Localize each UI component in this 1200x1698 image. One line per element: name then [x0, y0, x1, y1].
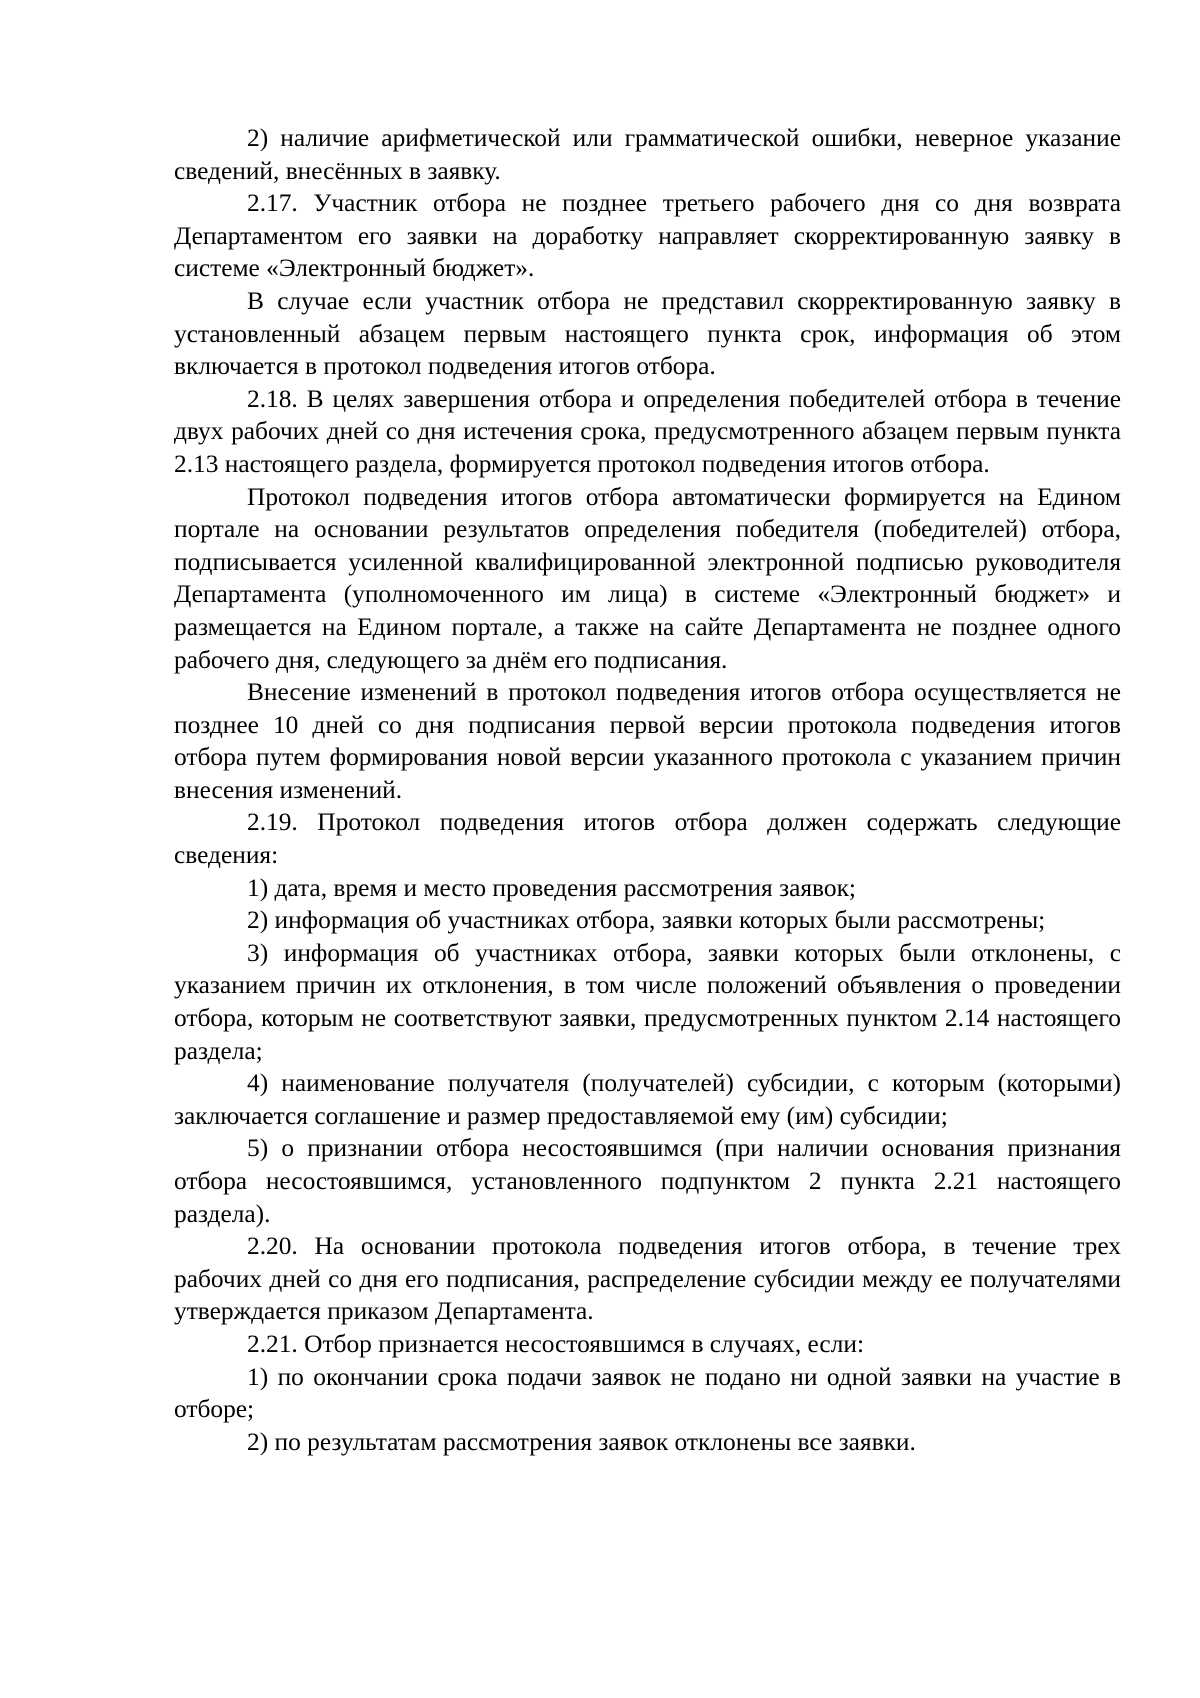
document-page — [174, 122, 1121, 1458]
paragraph-protocol-changes: Внесение изменений в протокол подведения итогов отбора осуществляется не позднее 10 дней со дня подписания первой версии протокола подведения итогов отбора путем формирования новой версии указанного протокола с указанием причин внесения изменений. — [174, 678, 1121, 804]
list-item-1-date: 1) дата, время и место проведения рассмотрения заявок; — [247, 873, 856, 902]
paragraph-protocol-formation: Протокол подведения итогов отбора автоматически формируется на Едином портале на основании результатов определения победителя (победителей) отбора, подписывается усиленной квалифицированной электронной подписью руководителя Департамента (уполномоченного им лица) в системе «Электронный бюджет» и размещается на Едином портале, а также на сайте Департамента не позднее одного рабочего дня, следующего за днём его подписания. — [174, 482, 1121, 674]
paragraph-2-20: 2.20. На основании протокола подведения итогов отбора, в течение трех рабочих дней со дня его подписания, распределение субсидии между ее получателями утверждается приказом Департамента. — [174, 1232, 1121, 1326]
list-item-1-no-applications: 1) по окончании срока подачи заявок не подано ни одной заявки на участие в отборе; — [174, 1362, 1121, 1424]
list-item-3-rejected: 3) информация об участниках отбора, заявки которых были отклонены, с указанием причин их отклонения, в том числе положений объявления о проведении отбора, которым не соответствуют заявки, предусмотренных пунктом 2.14 настоящего раздела; — [174, 938, 1121, 1065]
list-item-2-all-rejected: 2) по результатам рассмотрения заявок отклонены все заявки. — [247, 1427, 916, 1456]
paragraph-2-18: 2.18. В целях завершения отбора и определения победителей отбора в течение двух рабочих дней со дня истечения срока, предусмотренного абзацем первым пункта 2.13 настоящего раздела, формируется протокол подведения итогов отбора. — [174, 384, 1121, 478]
paragraph-item-2-error: 2) наличие арифметической или грамматической ошибки, неверное указание сведений, внесённых в заявку. — [174, 124, 1121, 185]
paragraph-2-17-not-submitted: В случае если участник отбора не представил скорректированную заявку в установленный абзацем первым настоящего пункта срок, информация об этом включается в протокол подведения итогов отбора. — [174, 286, 1121, 381]
list-item-4-recipient: 4) наименование получателя (получателей) субсидии, с которым (которыми) заключается соглашение и размер предоставляемой ему (им) субсидии; — [174, 1069, 1121, 1130]
paragraph-2-17: 2.17. Участник отбора не позднее третьего рабочего дня со дня возврата Департаментом его заявки на доработку направляет скорректированную заявку в системе «Электронный бюджет». — [174, 189, 1121, 283]
paragraph-2-19: 2.19. Протокол подведения итогов отбора должен содержать следующие сведения: — [174, 808, 1121, 870]
paragraph-2-21: 2.21. Отбор признается несостоявшимся в случаях, если: — [247, 1329, 865, 1358]
list-item-2-reviewed: 2) информация об участниках отбора, заявки которых были рассмотрены; — [247, 906, 1046, 935]
list-item-5-failed: 5) о признании отбора несостоявшимся (при наличии основания признания отбора несостоявшимся, установленного подпунктом 2 пункта 2.21 настоящего раздела). — [174, 1134, 1121, 1228]
